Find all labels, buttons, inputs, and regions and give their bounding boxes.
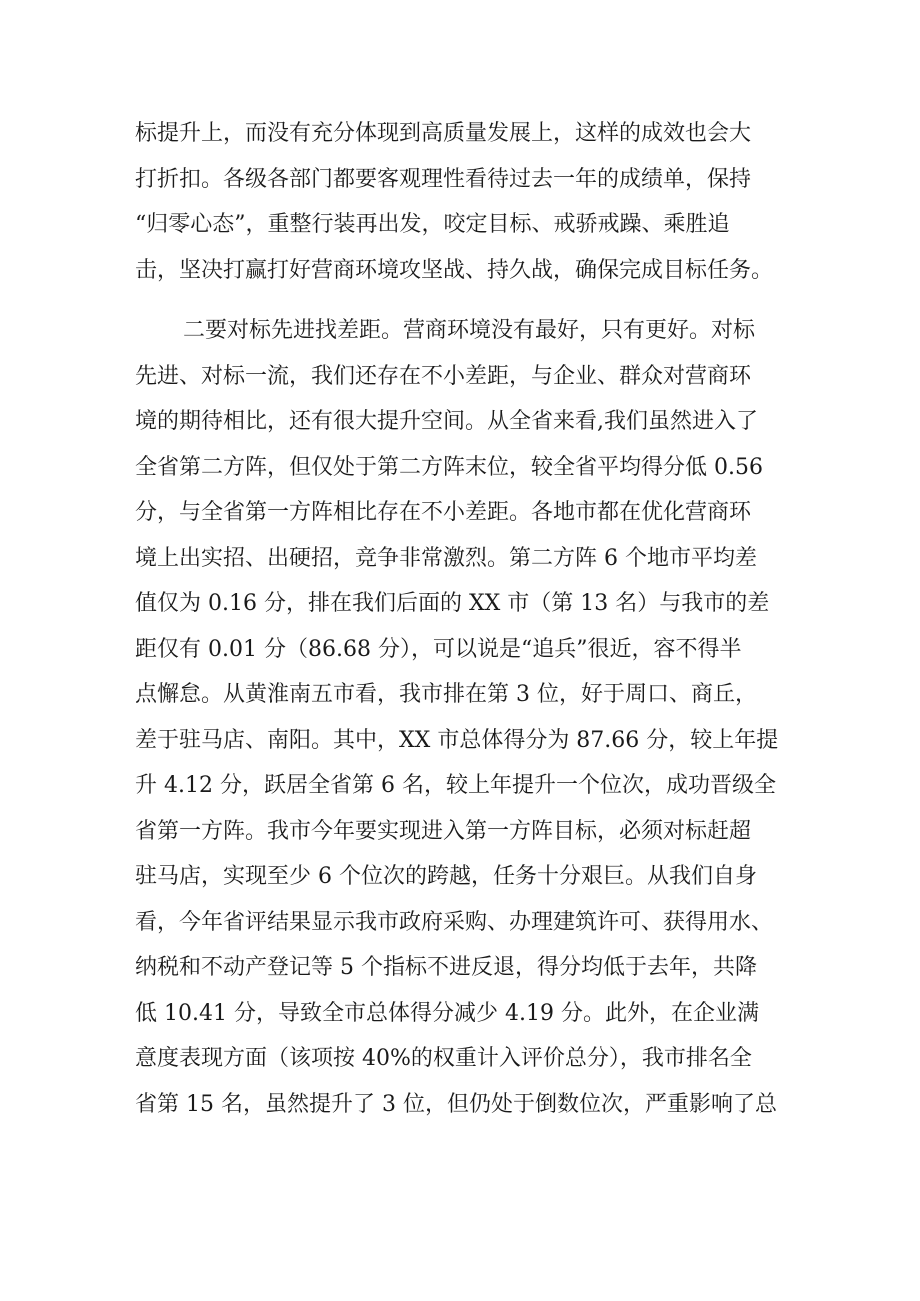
text-line: 驻马店，实现至少 6 个位次的跨越，任务十分艰巨。从我们自身 [135,864,757,889]
text-line: 看，今年省评结果显示我市政府采购、办理建筑许可、获得用水、 [135,909,774,935]
text-line: “归零心态”，重整行装再出发，咬定目标、戒骄戒躁、乘胜追 [135,212,730,237]
document-body [135,111,815,1127]
text-line: 境上出实招、出硬招，竞争非常激烈。第二方阵 6 个地市平均差 [135,545,757,571]
text-line: 升 4.12 分，跃居全省第 6 名，较上年提升一个位次，成功晋级全 [135,773,776,798]
text-line: 意度表现方面（该项按 40%的权重计入评价总分），我市排名全 [135,1046,752,1071]
text-line: 低 10.41 分，导致全市总体得分减少 4.19 分。此外，在企业满 [135,1000,759,1026]
text-line: 击，坚决打赢打好营商环境攻坚战、持久战，确保完成目标任务。 [135,257,774,283]
text-line: 先进、对标一流，我们还存在不小差距，与企业、群众对营商环 [135,363,752,389]
text-line: 标提升上，而没有充分体现到高质量发展上，这样的成效也会大 [135,121,752,146]
text-line: 纳税和不动产登记等 5 个指标不进反退，得分均低于去年，共降 [135,955,757,980]
text-line: 打折扣。各级各部门都要客观理性看待过去一年的成绩单，保持 [135,166,752,192]
text-line: 点懈怠。从黄淮南五市看，我市排在第 3 位，好于周口、商丘， [135,682,757,707]
text-line: 分，与全省第一方阵相比存在不小差距。各地市都在优化营商环 [135,500,752,525]
text-line: 差于驻马店、南阳。其中，XX 市总体得分为 87.66 分，较上年提 [135,727,779,753]
paragraph-gap [135,293,815,308]
text-line: 值仅为 0.16 分，排在我们后面的 XX 市（第 13 名）与我市的差 [135,591,770,616]
text-line: 全省第二方阵，但仅处于第二方阵末位，较全省平均得分低 0.56 [135,454,763,480]
text-line: 境的期待相比，还有很大提升空间。从全省来看,我们虽然进入了 [135,409,758,434]
text-line: 距仅有 0.01 分（86.68 分），可以说是“追兵”很近，容不得半 [135,636,742,662]
text-line: 省第 15 名，虽然提升了 3 位，但仍处于倒数位次，严重影响了总 [135,1091,777,1117]
text-line: 省第一方阵。我市今年要实现进入第一方阵目标，必须对标赶超 [135,818,752,844]
text-line: 二要对标先进找差距。营商环境没有最好，只有更好。对标 [183,318,756,343]
